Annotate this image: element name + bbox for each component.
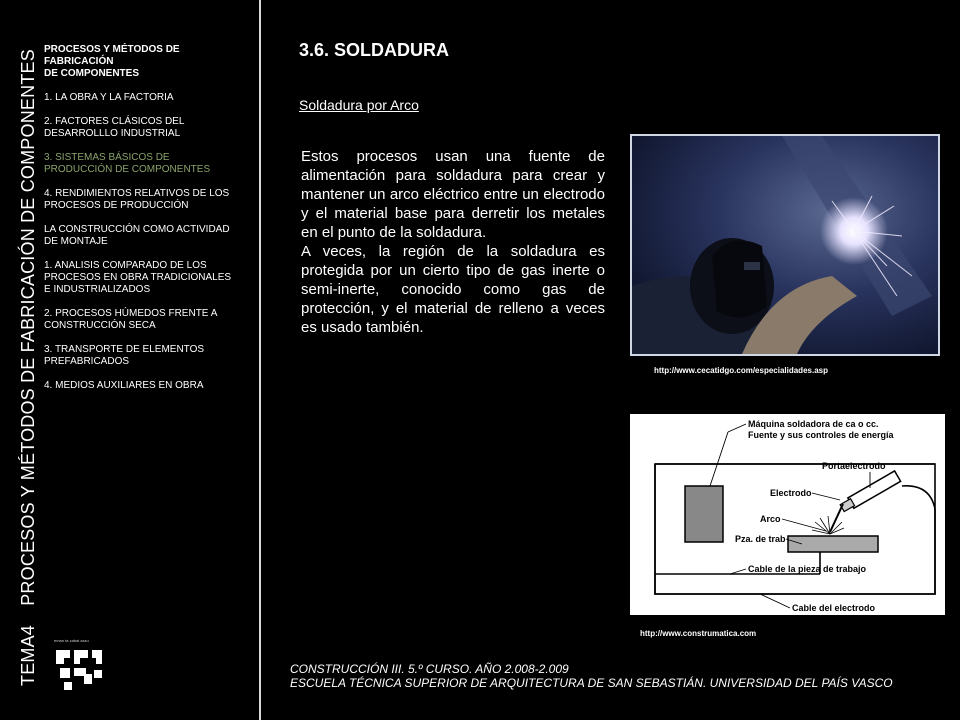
tema-label: TEMA4	[18, 624, 38, 686]
sidebar-item-factores-clasicos[interactable]: 2. FACTORES CLÁSICOS DEL DESARROLLLO INDUSTRIAL	[44, 116, 185, 139]
paragraph-1: Estos procesos usan una fuente de alimentación para soldadura para crear y mantener un arco eléctrico entre un electrodo y el material base para derretir los metales en el punto de la soldadura.	[301, 148, 605, 241]
label-machine-2: Fuente y sus controles de energía	[748, 430, 894, 440]
label-piece: Pza. de trab	[735, 534, 786, 544]
svg-text:eman ta zabal zazu: eman ta zabal zazu	[54, 638, 89, 643]
sidebar-heading: PROCESOS Y MÉTODOS DE FABRICACIÓN DE COMPONENTES	[44, 44, 180, 79]
sidebar-item-medios-auxiliares[interactable]: 4. MEDIOS AUXILIARES EN OBRA	[44, 380, 204, 391]
paragraph-2: A veces, la región de la soldadura es protegida por un cierto tipo de gas inerte o semi-inerte, conocido como gas de protección, y el material de relleno a veces es usado también.	[301, 243, 605, 336]
photo-source-caption: http://www.cecatidgo.com/especialidades.asp	[654, 366, 828, 375]
label-arc: Arco	[760, 514, 781, 524]
sidebar-item-analisis-comparado[interactable]: 1. ANALISIS COMPARADO DE LOS PROCESOS EN OBRA TRADICIONALES E INDUSTRIALIZADOS	[44, 260, 232, 295]
sidebar-item-transporte[interactable]: 3. TRANSPORTE DE ELEMENTOS PREFABRICADOS	[44, 344, 205, 367]
sidebar-item-procesos-humedos[interactable]: 2. PROCESOS HÚMEDOS FRENTE A CONSTRUCCIÓN SECA	[44, 308, 218, 331]
label-electrode-cable: Cable del electrodo	[792, 603, 876, 613]
sidebar-item-construccion-montaje[interactable]: LA CONSTRUCCIÓN COMO ACTIVIDAD DE MONTAJE	[44, 224, 230, 247]
footer-line-2: ESCUELA TÉCNICA SUPERIOR DE ARQUITECTURA DE SAN SEBASTIÁN. UNIVERSIDAD DEL PAÍS VASCO	[290, 676, 893, 690]
label-machine-1: Máquina soldadora de ca o cc.	[748, 419, 879, 429]
tema-title: PROCESOS Y MÉTODOS DE FABRICACIÓN DE COMPONENTES	[18, 49, 38, 606]
footer-line-1: CONSTRUCCIÓN III. 5.º CURSO. AÑO 2.008-2.009	[290, 662, 569, 676]
label-electrode: Electrodo	[770, 488, 812, 498]
label-work-cable: Cable de la pieza de trabajo	[748, 564, 867, 574]
university-logo	[48, 636, 112, 694]
page-title: 3.6. SOLDADURA	[299, 40, 450, 60]
footer	[290, 662, 893, 690]
sidebar-nav	[44, 44, 254, 404]
vertical-course-title	[0, 0, 36, 720]
label-holder: Portaelectrodo	[822, 461, 886, 471]
sidebar-item-sistemas-basicos[interactable]: 3. SISTEMAS BÁSICOS DE PRODUCCIÓN DE COMPONENTES	[44, 152, 211, 175]
vertical-divider	[259, 0, 261, 720]
section-subtitle: Soldadura por Arco	[299, 97, 419, 113]
welding-diagram	[630, 414, 945, 615]
sidebar-item-obra-factoria[interactable]: 1. LA OBRA Y LA FACTORIA	[44, 92, 174, 103]
sidebar-item-rendimientos[interactable]: 4. RENDIMIENTOS RELATIVOS DE LOS PROCESOS DE PRODUCCIÓN	[44, 188, 230, 211]
diagram-source-caption: http://www.construmatica.com	[640, 629, 757, 638]
body-text	[301, 147, 605, 337]
welding-photo	[630, 134, 940, 356]
